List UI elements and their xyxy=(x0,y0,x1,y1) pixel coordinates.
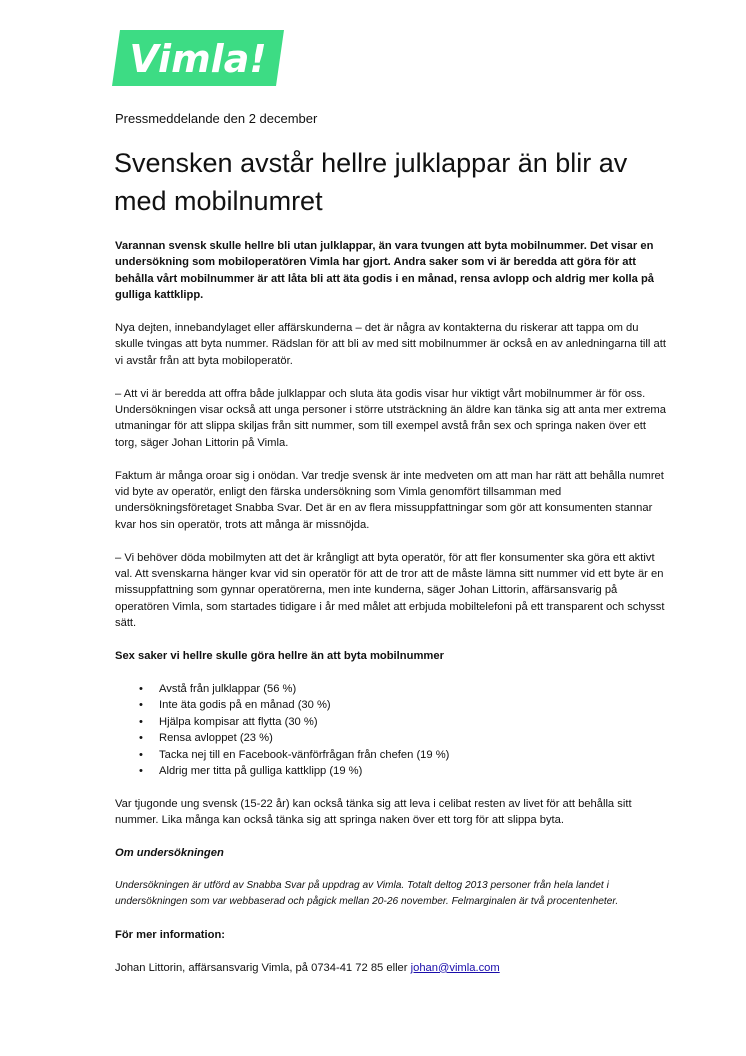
body-paragraph: – Vi behöver döda mobilmyten att det är krångligt att byta operatör, för att fler konsumenter ska göra ett aktivt val. Att svenskarna hänger kvar vid sin operatör för att de tror att de måste lämna sitt nummer vid ett byte är en missuppfattning som gynnar operatörerna, men inte kunderna, säger Johan Littorin, affärsansvarig på operatören Vimla, som startades tidigare i år med målet att erbjuda mobiltelefoni på ett transparent och schysst sätt. xyxy=(115,551,665,630)
survey-results-list xyxy=(115,681,667,779)
vimla-logo xyxy=(112,30,284,86)
list-item: • Inte äta godis på en månad (30 %) xyxy=(159,697,667,713)
dateline: Pressmeddelande den 2 december xyxy=(115,111,318,126)
body-paragraph: Nya dejten, innebandylaget eller affärskunderna – det är några av kontakterna du riskerar att tappa om du skulle tvingas att byta nummer. Rädslan för att bli av med sitt mobilnummer är också en av anledningarna till att vi avstår från att byta mobiloperatör. xyxy=(115,322,666,367)
logo-text: Vimla! xyxy=(129,37,267,81)
article-body xyxy=(115,238,667,976)
page-title: Svensken avstår hellre julklappar än blir av med mobilnumret xyxy=(114,148,628,216)
body-paragraph: – Att vi är beredda att offra både julklappar och sluta äta godis visar hur viktigt vårt mobilnummer är för oss. Undersökningen visar också att unga personer i större utsträckning än äldre kan tänka sig att anta mer extrema utmaningar för att slippa skiljas från sitt nummer, som till exempel avstå från sex och springa naken över ett torg, säger Johan Littorin på Vimla. xyxy=(115,387,666,449)
lead-paragraph: Varannan svensk skulle hellre bli utan julklappar, än vara tvungen att byta mobilnummer. Det visar en undersökning som mobiloperatören Vimla har gjort. Andra saker som vi är beredda att göra för att behålla vårt mobilnummer är att låta bli att äta godis i en månad, rensa avlopp och aldrig mer kolla på gulliga kattklipp. xyxy=(115,240,655,302)
body-paragraph: Faktum är många oroar sig i onödan. Var tredje svensk är inte medveten om att man har rätt att behålla numret vid byte av operatör, enligt den färska undersökning som Vimla genomfört tillsamman med undersökningsföretaget Snabba Svar. Det är en av flera missuppfattningar som gör att konsumenten stannar kvar hos sin operatör, trots att många är missnöjda. xyxy=(115,469,664,531)
list-heading: Sex saker vi hellre skulle göra hellre än att byta mobilnummer xyxy=(115,650,444,663)
closing-paragraph: Var tjugonde ung svensk (15-22 år) kan också tänka sig att leva i celibat resten av livet för att behålla sitt nummer. Lika många kan också tänka sig att springa naken över ett torg för att slippa byta. xyxy=(115,797,632,827)
survey-heading: Om undersökningen xyxy=(115,846,224,859)
list-item: • Hjälpa kompisar att flytta (30 %) xyxy=(159,714,667,730)
contact-line xyxy=(115,960,667,976)
email-link[interactable]: johan@vimla.com xyxy=(410,961,500,974)
contact-text: Johan Littorin, affärsansvarig Vimla, på 0734-41 72 85 eller xyxy=(115,961,411,974)
list-item: • Aldrig mer titta på gulliga kattklipp (19 %) xyxy=(159,763,667,779)
contact-heading: För mer information: xyxy=(115,928,226,941)
list-item: • Avstå från julklappar (56 %) xyxy=(159,681,667,697)
survey-text: Undersökningen är utförd av Snabba Svar på uppdrag av Vimla. Totalt deltog 2013 personer från hela landet i undersökningen som var webbaserad och pågick mellan 20-26 november. Felmarginalen är två procentenheter. xyxy=(115,879,619,908)
list-item: • Rensa avloppet (23 %) xyxy=(159,730,667,746)
list-item: • Tacka nej till en Facebook-vänförfrågan från chefen (19 %) xyxy=(159,747,667,763)
